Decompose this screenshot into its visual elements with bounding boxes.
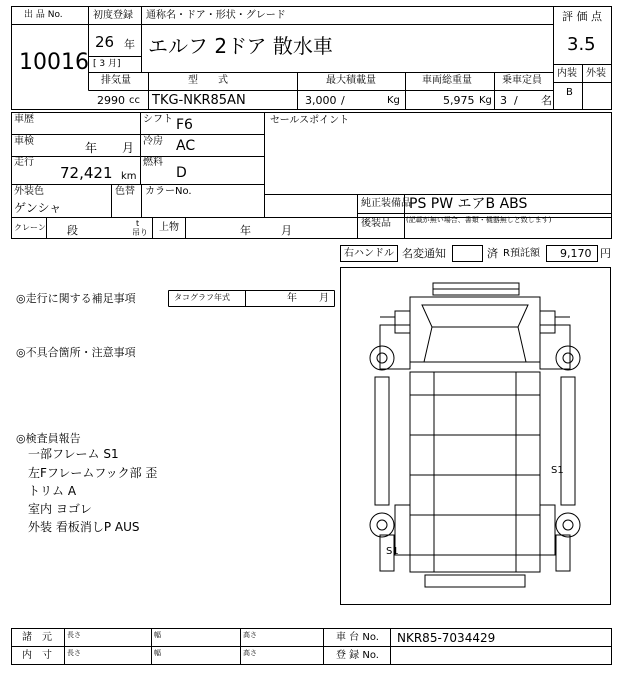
model-description-label: 通称名・ドア・形状・グレード [146,10,286,21]
inspector-line: 一部フレーム S1 [28,447,119,461]
chassis-number: NKR85-7034429 [397,631,496,645]
recycle-fee-unit: 円 [600,247,611,260]
max-load-label: 最大積載量 [326,75,376,86]
lot-number: 10016 [19,50,89,75]
capacity-unit: 名 [541,94,552,107]
interior-grade-label: 内装 [557,68,577,79]
crane-ton: t [136,219,140,228]
crane-stage: 段 [67,224,78,237]
right-hand-drive-label: 右ハンドル [344,248,394,259]
aircon-label: 冷房 [143,136,163,147]
defects-label: ◎不具合箇所・注意事項 [16,346,136,359]
gross-weight-label: 車両総重量 [422,75,472,86]
exterior-color-label: 外装色 [14,186,44,197]
displacement-unit: cc [129,95,140,106]
height-label: 高さ [243,631,257,639]
model-code-label: 型 式 [188,75,228,86]
loading-month: 月 [281,224,292,237]
crane-label: クレーン [14,223,46,232]
truck-diagram [340,267,611,605]
registration-number-label: 登 録 No. [336,650,379,661]
fuel-value: D [176,165,187,181]
color-number-label: カラーNo. [145,186,192,197]
length-label: 長さ [67,631,81,639]
first-registration-label: 初度登録 [93,10,133,21]
exterior-grade-label: 外装 [586,68,606,79]
aftermarket-note: (記載が無い場合、書類・機器無しと致します) [406,216,552,224]
tachograph-year: 年 [287,293,297,304]
max-load-unit: Kg [387,95,400,106]
inspection-label: 車検 [14,136,34,147]
fuel-label: 燃料 [143,157,163,168]
capacity-slash: / [514,94,518,107]
crane-hang: 吊り [132,228,148,237]
inspector-line: 外装 看板消しP AUS [28,520,140,534]
recycle-fee-label: R預託額 [503,248,540,259]
year-unit: 年 [124,38,135,51]
model-name: エルフ 2ドア 散水車 [148,34,333,58]
inspection-year: 年 [85,141,98,155]
shift-value: F6 [176,117,193,133]
mileage-value: 72,421 [60,164,113,182]
mileage-label: 走行 [14,157,34,168]
score-label: 評 価 点 [562,10,602,23]
evaluation-score: 3.5 [567,34,596,55]
length-label: 長さ [67,649,81,657]
inner-dim-row-label: 内 寸 [22,650,52,661]
recycle-paid-label: 済 [487,247,498,260]
damage-mark-rear: S1 [386,546,399,557]
width-label: 幅 [154,631,161,639]
max-load-slash: / [341,94,345,107]
loading-year: 年 [240,224,251,237]
mileage-unit: km [121,171,137,182]
equipment-value: PS PW エアB ABS [409,196,528,212]
lot-number-label: 出 品 No. [24,10,63,20]
specs-row-label: 諸 元 [22,632,52,643]
tachograph-label: タコグラフ年式 [174,293,230,302]
driving-notes-label: ◎走行に関する補足事項 [16,292,136,305]
displacement-value: 2990 [97,94,125,107]
sales-point-label: セールスポイント [270,115,350,126]
chassis-number-label: 車 台 No. [336,632,379,643]
history-label: 車歴 [14,114,34,125]
damage-mark-right: S1 [551,465,564,476]
shift-label: シフト [143,114,173,125]
exterior-color-value: ゲンシャ [14,201,62,215]
displacement-label: 排気量 [101,75,131,86]
max-load-value: 3,000 [305,94,337,107]
tachograph-month: 月 [319,293,329,304]
inspector-line: トリム A [28,484,77,498]
registration-month: [ 3 月] [93,59,121,69]
interior-grade: B [566,87,573,98]
gross-weight-unit: Kg [479,95,492,106]
inspector-line: 左Fフレームフック部 歪 [28,466,158,480]
inspector-line: 室内 ヨゴレ [28,502,92,516]
name-change-label: 名変通知 [402,247,446,260]
loading-label: 上物 [159,222,179,233]
width-label: 幅 [154,649,161,657]
gross-weight-value: 5,975 [443,94,475,107]
aftermarket-label: 後装品 [361,218,391,229]
inspection-month: 月 [122,141,135,155]
equipment-label: 純正装備品 [361,198,411,209]
capacity-label: 乗車定員 [502,75,542,86]
recycle-fee-value: 9,170 [560,247,592,260]
model-code: TKG-NKR85AN [152,93,246,108]
height-label: 高さ [243,649,257,657]
color-change-label: 色替 [115,186,135,197]
aircon-value: AC [176,138,196,154]
capacity-value: 3 [500,94,507,107]
registration-year: 26 [95,33,115,51]
inspector-report-label: ◎検査員報告 [16,432,81,445]
